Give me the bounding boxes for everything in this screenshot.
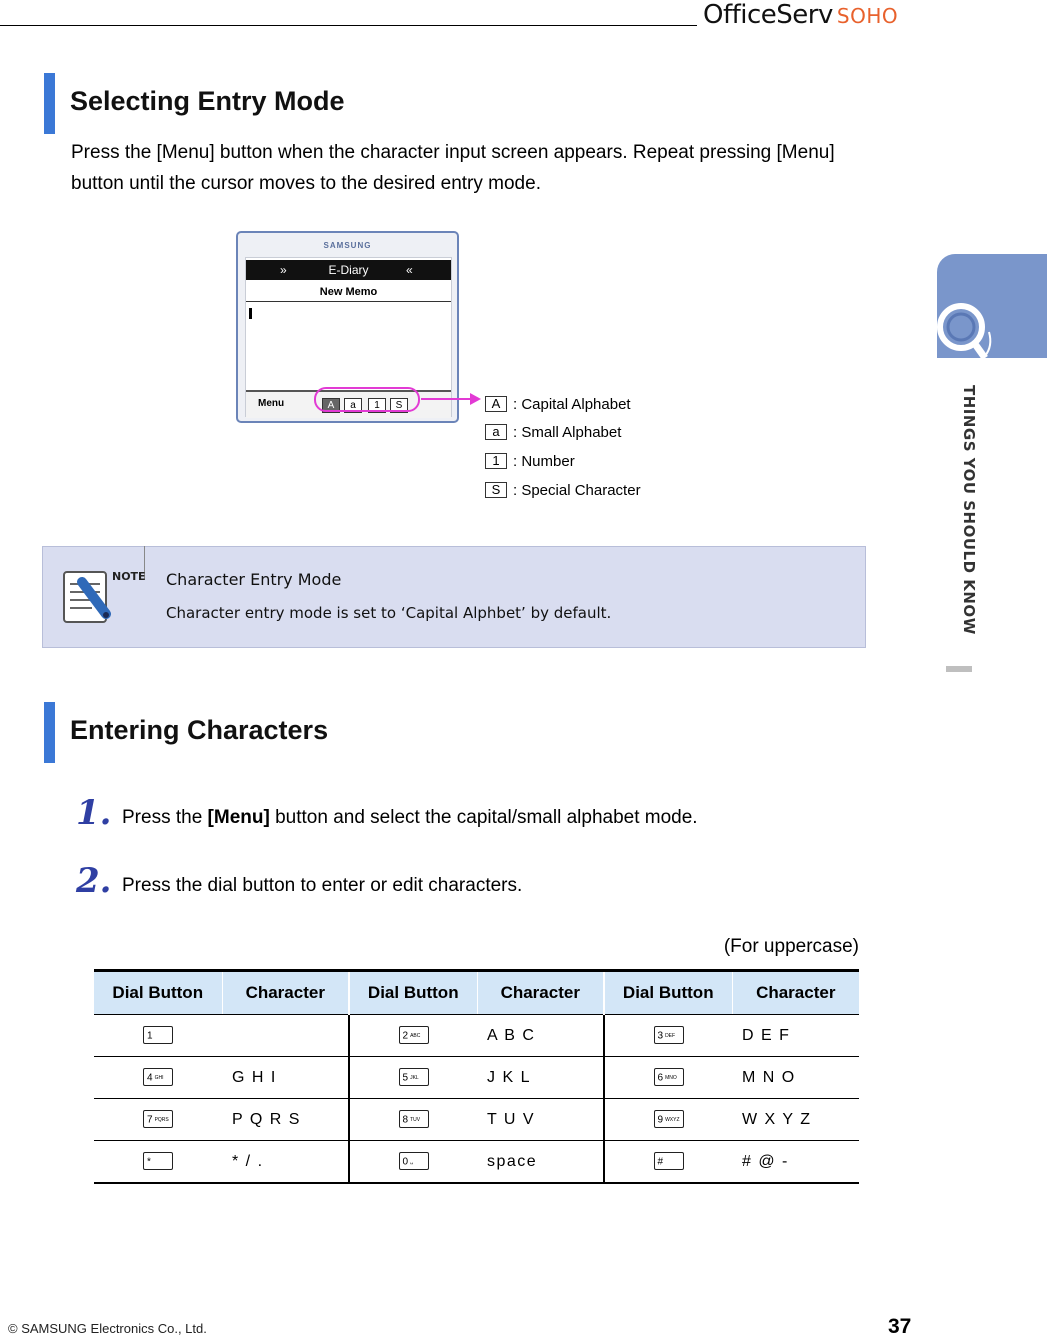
- dial-key-cell: [94, 1015, 222, 1057]
- dial-key-cell: [349, 1057, 477, 1099]
- text-cursor: [249, 308, 252, 319]
- table-row: [94, 1099, 859, 1141]
- step-text-part: button and select the capital/small alphabet mode.: [269, 807, 698, 828]
- column-header: Dial Button: [604, 971, 732, 1015]
- mode-highlight: [314, 387, 420, 412]
- mode-small: a: [344, 398, 362, 413]
- table-header-row: [94, 971, 859, 1015]
- dial-key-icon: 1: [143, 1026, 173, 1044]
- legend-item: [485, 423, 621, 441]
- arrow-right-icon: [470, 393, 481, 405]
- step-text: [122, 807, 698, 829]
- screen-subtitle: New Memo: [246, 283, 451, 302]
- section-accent-bar: [44, 73, 55, 134]
- note-tag: NOTE: [112, 570, 146, 583]
- chevron-left-icon: «: [406, 263, 413, 277]
- dial-key-icon: *: [143, 1152, 173, 1170]
- dial-key-cell: [94, 1099, 222, 1141]
- legend-key: S: [485, 482, 507, 498]
- chevron-right-icon: »: [280, 263, 287, 277]
- legend-label: : Number: [513, 452, 575, 470]
- step-number: 1.: [76, 793, 112, 833]
- column-header: Character: [732, 971, 859, 1015]
- dial-key-cell: [604, 1015, 732, 1057]
- column-header: Character: [477, 971, 604, 1015]
- page-number: 37: [888, 1315, 912, 1338]
- side-tab-label: THINGS YOU SHOULD KNOW: [960, 385, 978, 635]
- legend-label: : Special Character: [513, 481, 641, 499]
- dial-key-icon: 3 DEF: [654, 1026, 684, 1044]
- screen-title: E-Diary: [328, 263, 369, 277]
- step-text-part: Press the: [122, 807, 208, 828]
- copyright: © SAMSUNG Electronics Co., Ltd.: [8, 1321, 207, 1336]
- section-accent-bar: [44, 702, 55, 763]
- dial-key-cell: [604, 1099, 732, 1141]
- character-cell: G H I: [222, 1057, 349, 1099]
- mode-number: 1: [368, 398, 386, 413]
- character-cell: * / .: [222, 1141, 349, 1184]
- dial-key-cell: [349, 1141, 477, 1184]
- section-title: Entering Characters: [70, 715, 329, 745]
- mode-special: S: [390, 398, 408, 413]
- character-cell: D E F: [732, 1015, 859, 1057]
- brand-main: OfficeServ: [703, 0, 833, 30]
- character-cell: [222, 1015, 349, 1057]
- legend-key: 1: [485, 453, 507, 469]
- step-number: 2.: [76, 861, 112, 901]
- column-header: Dial Button: [349, 971, 477, 1015]
- legend-key: a: [485, 424, 507, 440]
- step-text: Press the dial button to enter or edit characters.: [122, 875, 523, 896]
- legend-label: : Small Alphabet: [513, 423, 622, 441]
- table-row: [94, 1057, 859, 1099]
- character-cell: P Q R S: [222, 1099, 349, 1141]
- character-cell: W X Y Z: [732, 1099, 859, 1141]
- header-rule: [0, 25, 697, 26]
- character-cell: A B C: [477, 1015, 604, 1057]
- dial-key-cell: [94, 1141, 222, 1184]
- side-tab-marker: [946, 666, 972, 672]
- dial-key-icon: #: [654, 1152, 684, 1170]
- dial-key-cell: [349, 1015, 477, 1057]
- table-row: [94, 1015, 859, 1057]
- step-text-bold: [Menu]: [207, 807, 270, 828]
- character-cell: T U V: [477, 1099, 604, 1141]
- dial-key-cell: [604, 1141, 732, 1184]
- dial-key-icon: 5 JKL: [399, 1068, 429, 1086]
- legend-item: [485, 395, 631, 413]
- dial-key-cell: [349, 1099, 477, 1141]
- phone-brand: SAMSUNG: [323, 241, 372, 250]
- dial-key-icon: 4 GHI: [143, 1068, 173, 1086]
- legend-label: : Capital Alphabet: [513, 395, 631, 413]
- note-icon: [62, 558, 148, 628]
- brand-logo: [703, 0, 898, 30]
- dial-key-cell: [94, 1057, 222, 1099]
- column-header: Character: [222, 971, 349, 1015]
- legend-key: A: [485, 396, 507, 412]
- character-cell: space: [477, 1141, 604, 1184]
- column-header: Dial Button: [94, 971, 222, 1015]
- side-tab: [937, 254, 1047, 358]
- note-box: [42, 546, 866, 648]
- dial-key-icon: 2 ABC: [399, 1026, 429, 1044]
- note-text: Character entry mode is set to ‘Capital Alphbet’ by default.: [166, 604, 612, 622]
- dial-character-table: [94, 969, 859, 1184]
- mode-capital: A: [322, 398, 340, 413]
- callout-arrow-line: [421, 398, 471, 400]
- character-cell: J K L: [477, 1057, 604, 1099]
- character-cell: M N O: [732, 1057, 859, 1099]
- dial-key-icon: 7 PQRS: [143, 1110, 173, 1128]
- screen-title-bar: [246, 260, 451, 280]
- note-title: Character Entry Mode: [166, 570, 342, 589]
- dial-key-icon: 6 MNO: [654, 1068, 684, 1086]
- dial-key-icon: 8 TUV: [399, 1110, 429, 1128]
- character-cell: # @ -: [732, 1141, 859, 1184]
- menu-soft-key: Menu: [258, 398, 285, 409]
- section-paragraph: Press the [Menu] button when the character input screen appears. Repeat pressing [Menu] button until the cursor moves to the desired entry mode.: [71, 142, 835, 194]
- magnifier-icon: [937, 254, 1047, 358]
- dial-key-icon: 0 ␣: [399, 1152, 429, 1170]
- legend-item: [485, 452, 575, 470]
- table-caption: (For uppercase): [723, 936, 859, 957]
- section-title: Selecting Entry Mode: [70, 86, 345, 116]
- table-row: [94, 1141, 859, 1184]
- brand-sub: SOHO: [836, 4, 899, 28]
- legend-item: [485, 481, 641, 499]
- dial-key-icon: 9 WXYZ: [654, 1110, 684, 1128]
- dial-key-cell: [604, 1057, 732, 1099]
